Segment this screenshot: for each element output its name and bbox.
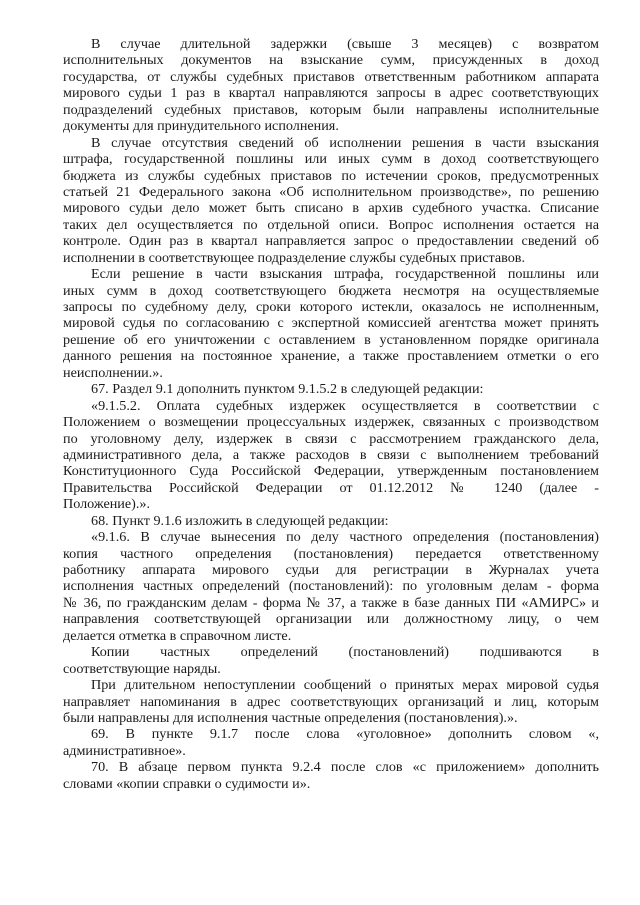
text-line: 67. Раздел 9.1 дополнить пунктом 9.1.5.2 в следующей редакции: — [91, 381, 484, 398]
text-line: работнику аппарата мирового судьи для регистрации в Журналах учета — [63, 562, 599, 578]
text-line: мирового судьи дело может быть списано в архив судебного участка. Списание — [63, 200, 599, 217]
text-line: мирового судьи 1 раз в квартал направляются запросы в адрес соответствующих — [63, 85, 599, 102]
text-line: В случае длительной задержки (свыше 3 месяцев) с возвратом — [91, 36, 599, 52]
text-line: иных сумм в доход соответствующего бюджета несмотря на осуществляемые — [63, 282, 599, 299]
text-line: таких дел осуществляется по отдельной описи. Вопрос исполнения остается на — [63, 216, 599, 233]
text-line: контроле. Один раз в квартал направляется запрос о предоставлении сведений об — [63, 233, 599, 250]
text-line: При длительном непоступлении сообщений о принятых мерах мировой судья — [91, 677, 599, 694]
paragraph-8 — [63, 644, 599, 677]
text-line: 70. В абзаце первом пункта 9.2.4 после слов «с приложением» дополнить — [91, 759, 599, 776]
paragraph-6 — [63, 513, 599, 529]
text-line: государства, от службы судебных приставов ответственным работником аппарата — [63, 68, 599, 85]
text-line: Копии частных определений (постановлений) подшиваются в — [91, 644, 599, 661]
text-line: решение об его уничтожении с оставлением в установленном порядке оригинала — [63, 331, 599, 348]
paragraph-9 — [63, 677, 599, 726]
text-line: словами «копии справки о судимости и». — [63, 775, 311, 792]
text-line: 69. В пункте 9.1.7 после слова «уголовное» дополнить словом «, — [91, 726, 599, 743]
text-line: подразделений судебных приставов, которым были направлены исполнительные — [63, 101, 599, 118]
paragraph-4 — [63, 381, 599, 397]
text-line: Правительства Российской Федерации от 01.12.2012 № 1240 (далее - — [63, 479, 599, 496]
text-line: административного дела, а также расходов в связи с выполнением требований — [63, 446, 599, 463]
text-line: «9.1.5.2. Оплата судебных издержек осуществляется в соответствии с — [91, 397, 599, 414]
text-line: документы для принудительного исполнения. — [63, 118, 339, 135]
text-line: направляет напоминания в адрес соответствующих организаций и лиц, которым — [63, 693, 599, 710]
paragraph-1 — [63, 36, 599, 135]
text-line: исполнении в соответствующее подразделение службы судебных приставов. — [63, 249, 525, 266]
text-line: штрафа, государственной пошлины или иных сумм в доход соответствующего — [63, 151, 599, 168]
text-line: запросы по судебному делу, сроки которого истекли, оказалось не исполненным, — [63, 299, 599, 315]
text-line: мировой судья по согласованию с экспертной комиссией агентства может принять — [63, 315, 599, 332]
document-page — [63, 36, 599, 792]
paragraph-5 — [63, 398, 599, 513]
text-line: 68. Пункт 9.1.6 изложить в следующей редакции: — [91, 512, 389, 529]
text-line: В случае отсутствия сведений об исполнении решения в части взыскания — [91, 134, 599, 151]
text-line: Положением о возмещении процессуальных издержек, связанных с производством — [63, 414, 599, 431]
text-line: Конституционного Суда Российской Федерации, утвержденным постановлением — [63, 463, 599, 480]
paragraph-10 — [63, 726, 599, 759]
text-line: неисполнении.». — [63, 364, 163, 381]
text-line: были направлены для исполнения частные определения (постановления).». — [63, 709, 518, 726]
text-line: по уголовному делу, издержек в связи с рассмотрением гражданского дела, — [63, 430, 599, 447]
text-line: бюджета из службы судебных приставов по истечении сроков, предусмотренных — [63, 167, 599, 184]
text-line: Если решение в части взыскания штрафа, государственной пошлины или — [91, 266, 599, 283]
text-line: данного решения на постоянное хранение, а также проставлением отметки о его — [63, 348, 599, 365]
text-line: направления соответствующей организации или должностному лицу, о чем — [63, 611, 599, 628]
text-line: Положение).». — [63, 496, 150, 513]
text-line: статьей 21 Федерального закона «Об исполнительном производстве», по решению — [63, 183, 599, 200]
paragraph-2 — [63, 135, 599, 267]
text-line: № 36, по гражданским делам - форма № 37, а также в базе данных ПИ «АМИРС» и — [63, 594, 599, 611]
text-line: соответствующие наряды. — [63, 660, 221, 677]
paragraph-3 — [63, 266, 599, 381]
paragraph-7 — [63, 529, 599, 644]
text-line: делается отметка в справочном листе. — [63, 627, 292, 644]
text-line: административное». — [63, 742, 186, 759]
text-line: исполнения частных определений (постановлений): по уголовным делам - форма — [63, 578, 599, 595]
text-line: исполнительных документов на взыскание сумм, присужденных в доход — [63, 52, 599, 69]
text-line: копия частного определения (постановления) передается ответственному — [63, 545, 599, 562]
text-line: «9.1.6. В случае вынесения по делу частного определения (постановления) — [91, 529, 599, 546]
paragraph-11 — [63, 759, 599, 792]
